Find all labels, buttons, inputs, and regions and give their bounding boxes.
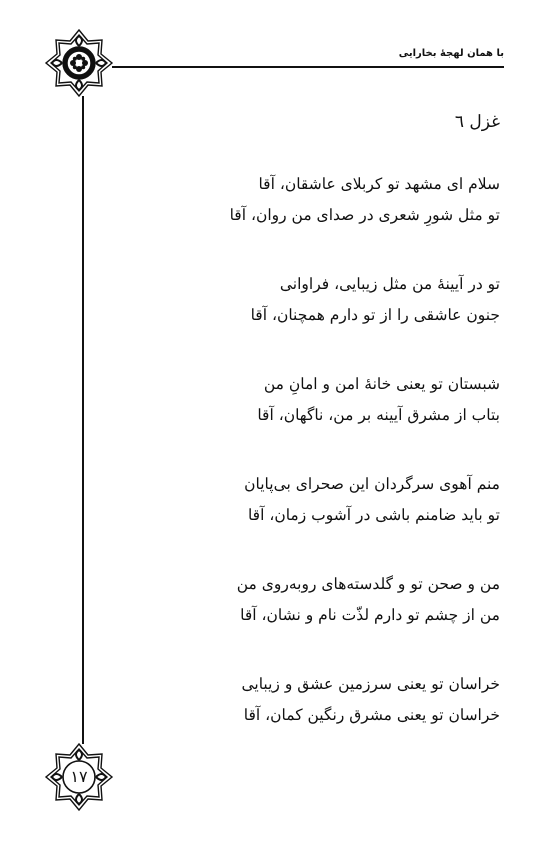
verse-line: جنون عاشقی را از تو دارم همچنان، آقا xyxy=(250,306,500,324)
verse-line: سلام ای مشهد تو کربلای عاشقان، آقا xyxy=(258,175,500,193)
verse-line: من و صحن تو و گلدسته‌های روبه‌روی من xyxy=(236,575,500,593)
arabesque-ornament-icon xyxy=(44,28,114,98)
header-rule xyxy=(112,66,504,68)
poem-title: غزل ٦ xyxy=(454,112,500,132)
page-number: ۱۷ xyxy=(70,767,88,786)
running-header: با همان لهجهٔ بخارایی xyxy=(398,48,504,59)
poem xyxy=(110,110,500,769)
stanza xyxy=(110,469,500,531)
stanza xyxy=(110,669,500,731)
stanza xyxy=(110,269,500,331)
stanza xyxy=(110,169,500,231)
verse-line: خراسان تو یعنی سرزمین عشق و زیبایی xyxy=(241,675,500,693)
verse-line: تو باید ضامنم باشی در آشوب زمان، آقا xyxy=(247,506,500,524)
stanza xyxy=(110,569,500,631)
verse-line: تو مثل شورِ شعری در صدای من روان، آقا xyxy=(229,206,500,224)
stanza xyxy=(110,369,500,431)
verse-line: من از چشم تو دارم لذّت نام و نشان، آقا xyxy=(240,606,500,624)
verse-line: تو در آیینهٔ من مثل زیبایی، فراوانی xyxy=(279,275,500,293)
verse-line: شبستان تو یعنی خانهٔ امن و امانِ من xyxy=(263,375,500,393)
verse-line: بتاب از مشرق آیینه بر من، ناگهان، آقا xyxy=(257,406,500,424)
verse-line: خراسان تو یعنی مشرق رنگین کمان، آقا xyxy=(243,706,500,724)
verse-line: منم آهوی سرگردان این صحرای بی‌پایان xyxy=(244,475,500,493)
side-rule xyxy=(82,96,84,744)
